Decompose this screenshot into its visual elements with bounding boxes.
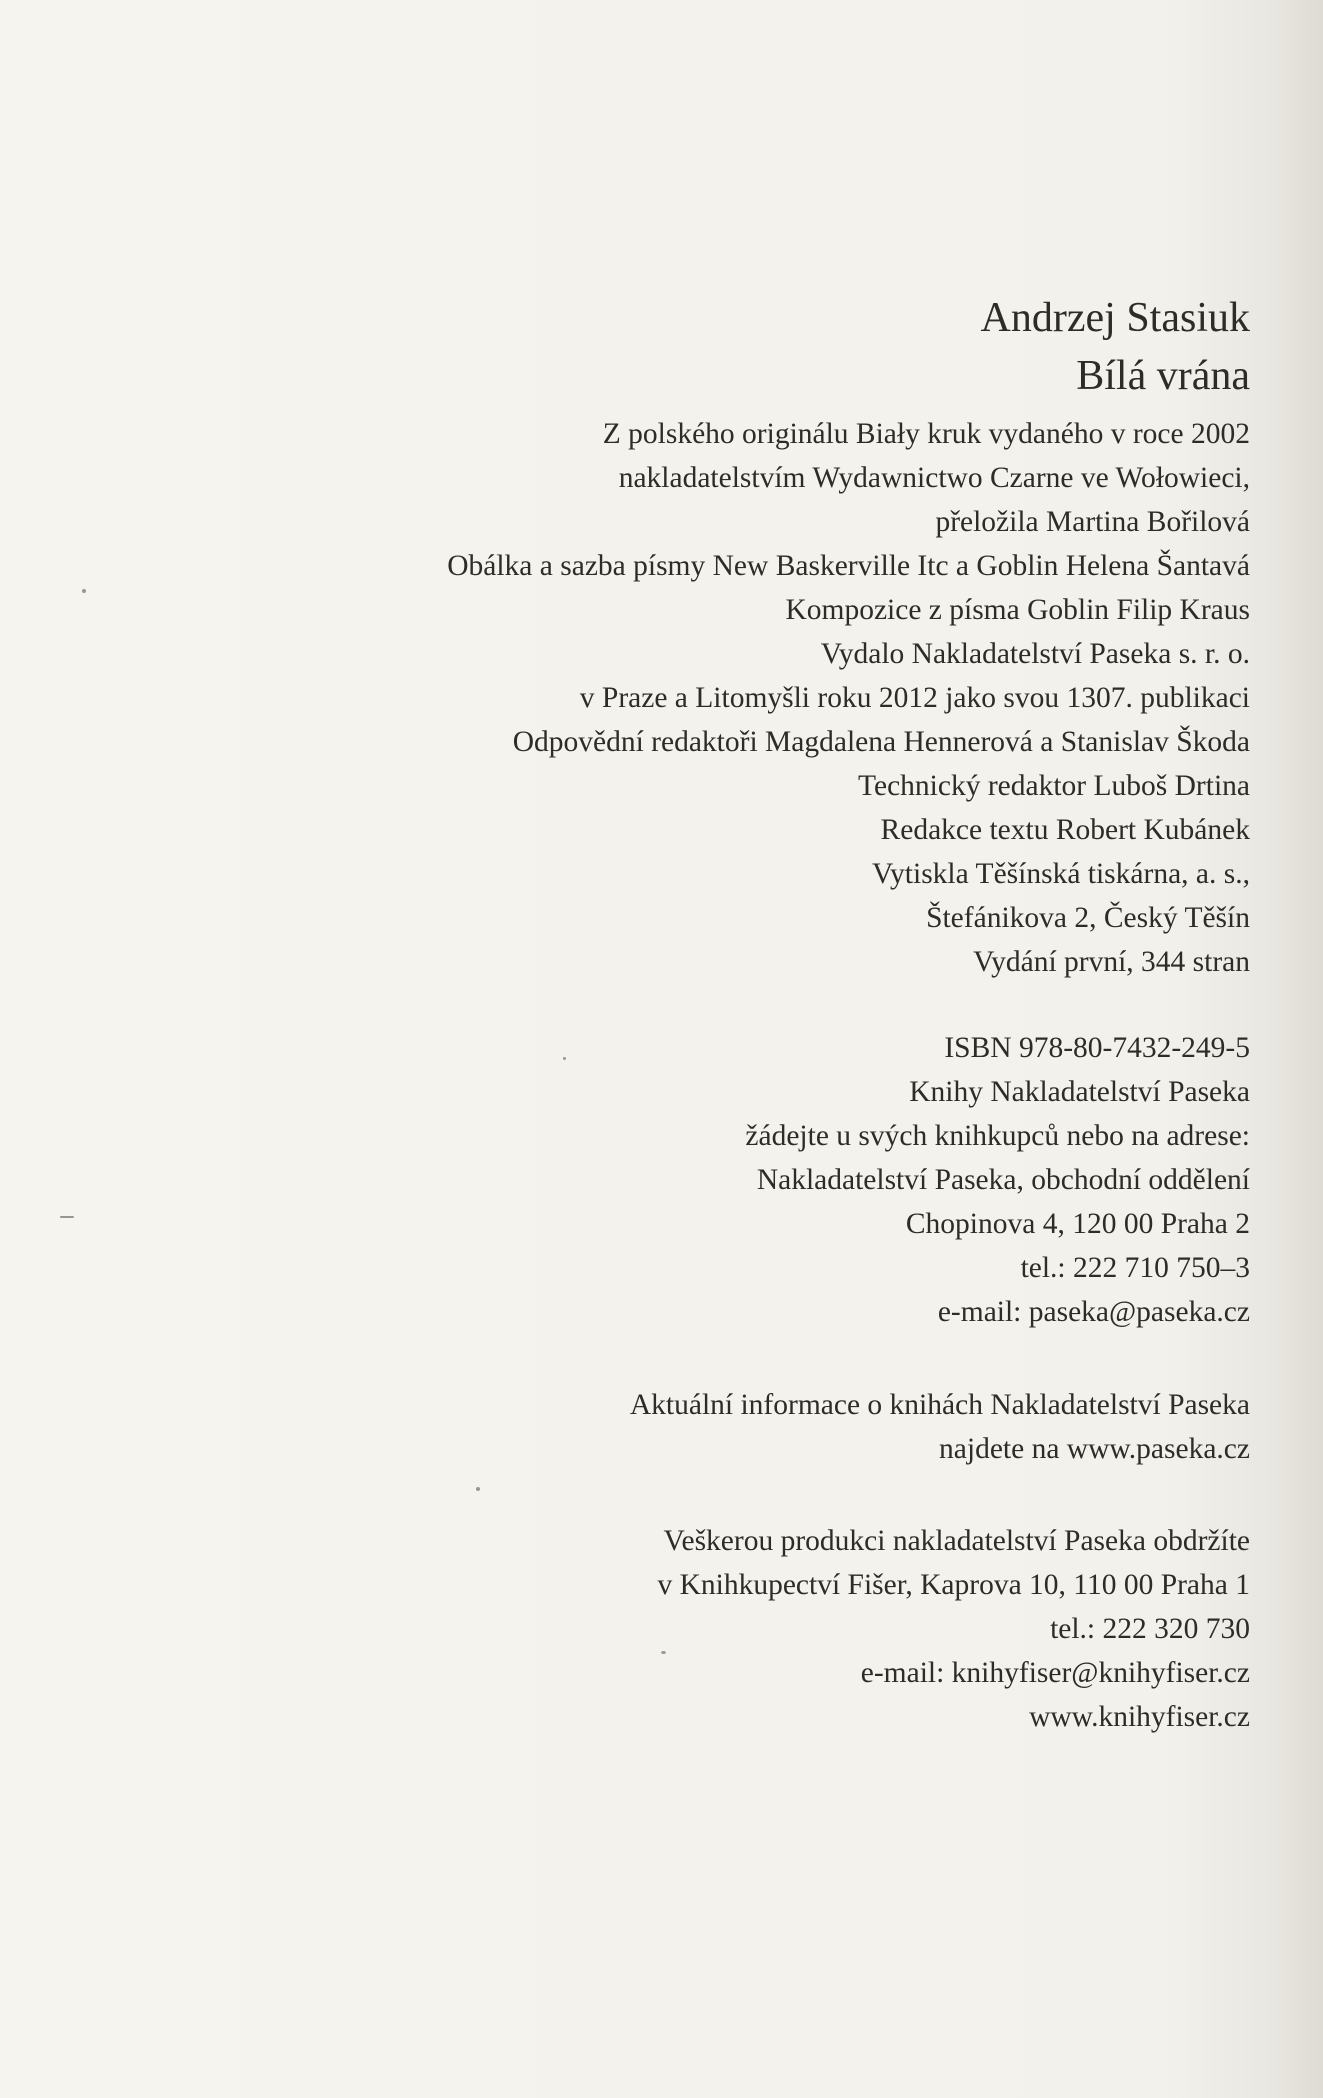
orders-line: žádejte u svých knihkupců nebo na adrese: — [745, 1120, 1250, 1152]
distribution-address: v Knihkupectví Fišer, Kaprova 10, 110 00 Praha 1 — [657, 1569, 1250, 1601]
imprint-line: nakladatelstvím Wydawnictwo Czarne ve Wołowieci, — [618, 462, 1250, 494]
imprint-line: Vydání první, 344 stran — [973, 946, 1250, 978]
imprint-line: Kompozice z písma Goblin Filip Kraus — [785, 594, 1250, 626]
orders-email: e-mail: paseka@paseka.cz — [937, 1296, 1250, 1328]
imprint-line: Redakce textu Robert Kubánek — [880, 814, 1250, 846]
book-title: Bílá vrána — [1076, 353, 1250, 399]
orders-address: Chopinova 4, 120 00 Praha 2 — [905, 1208, 1250, 1240]
orders-line: Knihy Nakladatelství Paseka — [909, 1076, 1250, 1108]
isbn-line: ISBN 978-80-7432-249-5 — [944, 1032, 1250, 1064]
info-block — [100, 1383, 1250, 1471]
distribution-phone: tel.: 222 320 730 — [1050, 1613, 1250, 1645]
distribution-website: www.knihyfiser.cz — [1029, 1701, 1250, 1733]
imprint-line: přeložila Martina Bořilová — [935, 506, 1250, 538]
imprint-line: Obálka a sazba písmy New Baskerville Itc a Goblin Helena Šantavá — [447, 550, 1250, 582]
imprint-line: Štefánikova 2, Český Těšín — [926, 902, 1250, 934]
orders-block — [100, 1026, 1250, 1334]
paper-speck — [82, 589, 86, 593]
paper-speck — [60, 1216, 74, 1218]
imprint-line: Odpovědní redaktoři Magdalena Hennerová a Stanislav Škoda — [512, 726, 1250, 758]
author-name: Andrzej Stasiuk — [980, 295, 1250, 341]
imprint-block — [100, 412, 1250, 984]
colophon — [100, 290, 1250, 1739]
imprint-line: Technický redaktor Luboš Drtina — [858, 770, 1250, 802]
distribution-line: Veškerou produkci nakladatelství Paseka obdržíte — [663, 1525, 1250, 1557]
orders-phone: tel.: 222 710 750–3 — [1020, 1252, 1250, 1284]
imprint-line: Vydalo Nakladatelství Paseka s. r. o. — [820, 638, 1250, 670]
imprint-line: v Praze a Litomyšli roku 2012 jako svou 1307. publikaci — [579, 682, 1250, 714]
imprint-line: Vytiskla Těšínská tiskárna, a. s., — [872, 858, 1250, 890]
info-line: Aktuální informace o knihách Nakladatelství Paseka — [629, 1389, 1250, 1421]
imprint-line: Z polského originálu Biały kruk vydaného v roce 2002 — [602, 418, 1250, 450]
orders-line: Nakladatelství Paseka, obchodní oddělení — [756, 1164, 1250, 1196]
distribution-block — [100, 1519, 1250, 1739]
info-website: najdete na www.paseka.cz — [939, 1433, 1250, 1465]
distribution-email: e-mail: knihyfiser@knihyfiser.cz — [860, 1657, 1250, 1689]
